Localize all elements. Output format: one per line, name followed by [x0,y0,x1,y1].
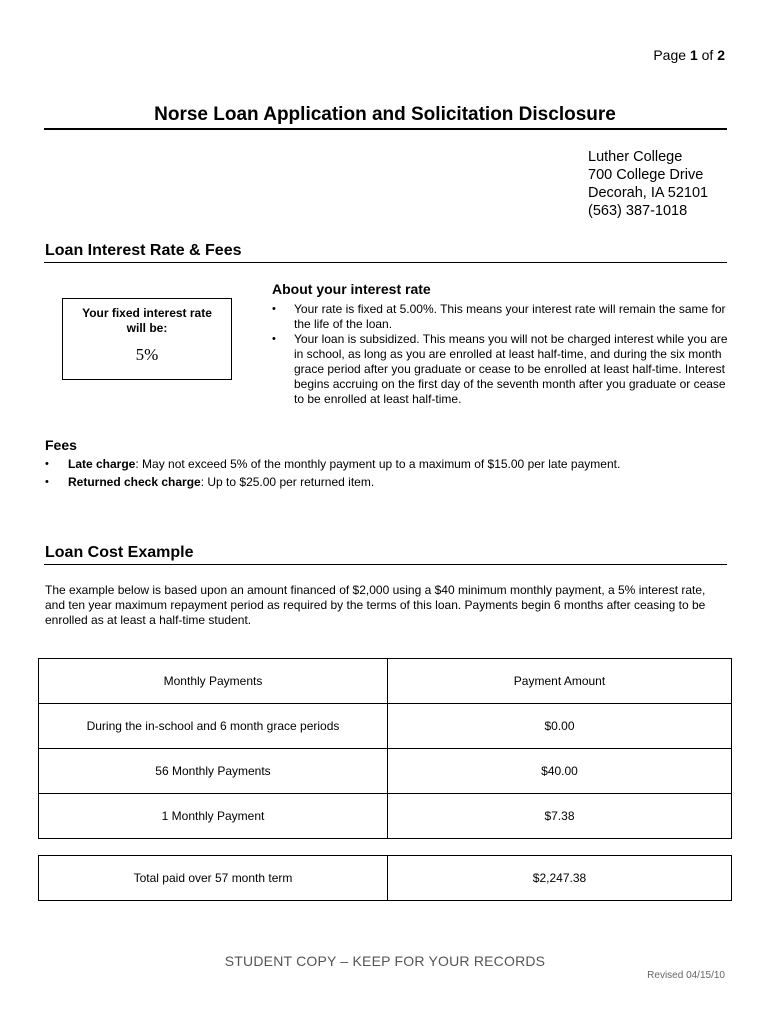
about-item-text: Your loan is subsidized. This means you will not be charged interest while you are in school, as long as you are enrolled at least half-time, and during the six month grace period after you graduate or cease to be enrolled at least half-time. Interest begins accruing on the first day of the seventh month after you graduate or cease to be enrolled at least half-time. [294,332,728,406]
fee-text: : Up to $25.00 per returned item. [200,475,375,489]
table-row [39,794,732,839]
list-item [45,455,735,473]
bullet-icon: • [45,476,49,488]
section-rule [44,262,727,263]
page-prefix: Page [653,47,687,63]
table-cell: 56 Monthly Payments [39,749,388,794]
fixed-rate-box [62,298,232,380]
address-line: (563) 387-1018 [588,203,688,219]
bullet-icon: • [272,303,276,315]
fees-heading: Fees [45,437,77,453]
table-row [39,856,732,901]
table-cell: 1 Monthly Payment [39,794,388,839]
table-cell: $7.38 [388,794,732,839]
page-current: 1 [689,47,698,63]
address-line: Decorah, IA 52101 [588,185,709,201]
table-cell: During the in-school and 6 month grace periods [39,704,388,749]
table-header: Monthly Payments [39,659,388,704]
table-header: Payment Amount [388,659,732,704]
fees-list [45,455,735,491]
table-cell: $40.00 [388,749,732,794]
about-rate-list [272,302,732,407]
page-number [653,47,725,63]
table-header-row [39,659,732,704]
bullet-icon: • [272,333,276,345]
page-of: of [701,47,714,63]
college-address [588,148,708,220]
list-item [272,302,732,332]
document-title: Norse Loan Application and Solicitation Disclosure [154,104,616,125]
list-item [45,473,735,491]
bullet-icon: • [45,458,49,470]
section-heading-loan-cost: Loan Cost Example [45,544,194,561]
about-item-text: Your rate is fixed at 5.00%. This means your interest rate will remain the same for the life of the loan. [294,302,726,331]
table-cell: $0.00 [388,704,732,749]
fixed-rate-label: Your fixed interest rate will be: [82,306,212,335]
address-line: 700 College Drive [588,167,704,183]
footer-note: STUDENT COPY – KEEP FOR YOUR RECORDS [224,953,546,969]
loan-cost-paragraph: The example below is based upon an amount financed of $2,000 using a $40 minimum monthly payment, a 5% interest rate, and ten year maximum repayment period as required by the terms of this loan. Payments begin 6 months after ceasing to be enrolled as at least a half-time student. [45,583,706,627]
revised-date: Revised 04/15/10 [647,970,725,981]
payment-table [38,658,732,839]
fee-term: Late charge [68,457,136,471]
title-rule [44,128,727,130]
about-rate-heading: About your interest rate [272,281,431,297]
fixed-rate-value: 5% [135,345,159,364]
total-table [38,855,732,901]
total-label: Total paid over 57 month term [39,856,388,901]
total-value: $2,247.38 [388,856,732,901]
list-item [272,332,732,407]
address-line: Luther College [588,149,683,165]
table-row [39,749,732,794]
section-rule [44,564,727,565]
table-row [39,704,732,749]
section-heading-interest-fees: Loan Interest Rate & Fees [45,242,242,259]
fee-term: Returned check charge [68,475,201,489]
page-total: 2 [717,47,725,63]
fee-text: : May not exceed 5% of the monthly payment up to a maximum of $15.00 per late payment. [135,457,621,471]
